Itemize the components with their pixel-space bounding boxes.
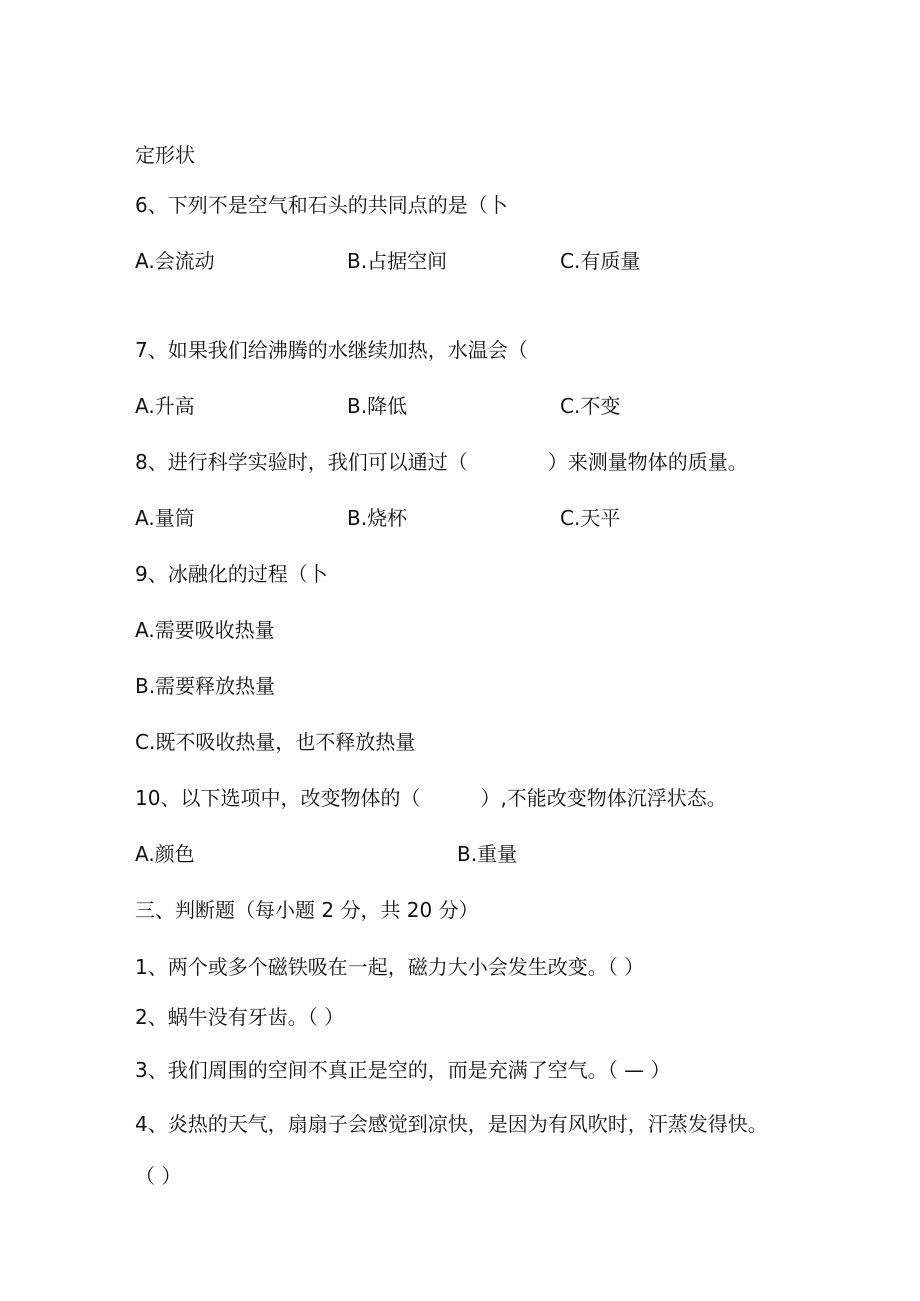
question-10-option-a: A.颜色: [135, 842, 195, 866]
question-6-option-a: A.会流动: [135, 249, 215, 273]
question-9-option-a: A.需要吸收热量: [135, 618, 275, 642]
question-8-option-a: A.量筒: [135, 506, 195, 530]
question-7-option-b: B.降低: [347, 394, 408, 418]
question-8-stem: 8、进行科学实验时，我们可以通过（ ）来测量物体的质量。: [135, 450, 748, 474]
question-6-option-b: B.占据空间: [347, 249, 448, 273]
question-10-option-b: B.重量: [457, 842, 518, 866]
question-9-option-b: B.需要释放热量: [135, 674, 276, 698]
question-8-option-b: B.烧杯: [347, 506, 408, 530]
judgement-item-1: 1、两个或多个磁铁吸在一起，磁力大小会发生改变。（ ）: [135, 955, 645, 979]
section-3-title: 三、判断题（每小题 2 分，共 20 分）: [135, 898, 479, 922]
question-9-option-c: C.既不吸收热量，也不释放热量: [135, 730, 416, 754]
question-6-stem: 6、下列不是空气和石头的共同点的是（卜: [135, 193, 508, 217]
question-7-option-a: A.升高: [135, 394, 195, 418]
judgement-item-4-bracket: （ ）: [135, 1164, 182, 1188]
question-6-option-c: C.有质量: [560, 249, 641, 273]
question-continuation: 定形状: [135, 143, 195, 167]
question-9-stem: 9、冰融化的过程（卜: [135, 562, 328, 586]
question-8-option-c: C.天平: [560, 506, 621, 530]
question-10-stem: 10、以下选项中，改变物体的（ ）,不能改变物体沉浮状态。: [135, 786, 727, 810]
question-7-stem: 7、如果我们给沸腾的水继续加热，水温会（: [135, 338, 528, 362]
question-7-option-c: C.不变: [560, 394, 621, 418]
judgement-item-2: 2、蜗牛没有牙齿。（ ）: [135, 1005, 345, 1029]
judgement-item-4: 4、炎热的天气，扇扇子会感觉到凉快，是因为有风吹时，汗蒸发得快。: [135, 1112, 768, 1136]
judgement-item-3: 3、我们周围的空间不真正是空的，而是充满了空气。（ — ）: [135, 1058, 671, 1082]
